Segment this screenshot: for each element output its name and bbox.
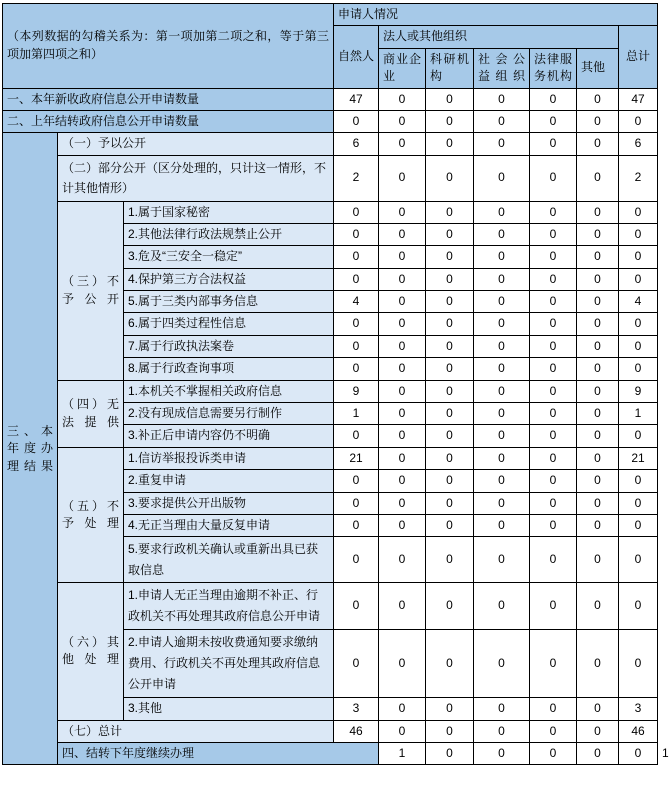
- cell-r2-c5: 0: [577, 110, 619, 132]
- row-label-r10: 6.属于四类过程性信息: [124, 313, 334, 335]
- cell-r11-c3: 0: [474, 335, 530, 357]
- cell-r1-c4: 0: [530, 88, 577, 110]
- header-natural-person: 自然人: [334, 26, 379, 88]
- cell-r7-c6: 0: [619, 246, 658, 268]
- cell-r16-c3: 0: [474, 447, 530, 469]
- cell-r1-c1: 0: [379, 88, 426, 110]
- table-row: [3, 155, 658, 201]
- cell-r9-c2: 0: [426, 291, 474, 313]
- cell-r12-c6: 0: [619, 358, 658, 380]
- row-label-r21: 1.申请人无正当理由逾期不补正、行政机关不再处理其政府信息公开申请: [124, 583, 334, 630]
- row-label-r5: 1.属于国家秘密: [124, 201, 334, 223]
- cell-r23-c0: 3: [334, 698, 379, 720]
- row-label-r20: 5.要求行政机关确认或重新出具已获取信息: [124, 537, 334, 583]
- cell-r1-c3: 0: [474, 88, 530, 110]
- cell-r18-c5: 0: [577, 492, 619, 514]
- cell-r15-c1: 0: [379, 425, 426, 447]
- cell-r16-c0: 21: [334, 447, 379, 469]
- row-label-r14: 2.没有现成信息需要另行制作: [124, 403, 334, 425]
- group-label-unable-to-provide: （四）无法提供: [58, 380, 124, 447]
- cell-r8-c2: 0: [426, 268, 474, 290]
- cell-r18-c3: 0: [474, 492, 530, 514]
- cell-r5-c2: 0: [426, 201, 474, 223]
- cell-r24-c0: 46: [334, 720, 379, 742]
- cell-r15-c2: 0: [426, 425, 474, 447]
- cell-r24-c5: 0: [577, 720, 619, 742]
- cell-r19-c1: 0: [379, 514, 426, 536]
- header-legal-or-other-org: 法人或其他组织: [379, 26, 619, 48]
- cell-r22-c1: 0: [379, 630, 426, 698]
- cell-r10-c2: 0: [426, 313, 474, 335]
- cell-r7-c0: 0: [334, 246, 379, 268]
- row-label-r11: 7.属于行政执法案卷: [124, 335, 334, 357]
- row-label-r17: 2.重复申请: [124, 470, 334, 492]
- cell-r11-c6: 0: [619, 335, 658, 357]
- cell-r11-c4: 0: [530, 335, 577, 357]
- cell-r11-c2: 0: [426, 335, 474, 357]
- cell-r5-c4: 0: [530, 201, 577, 223]
- cell-r2-c1: 0: [379, 110, 426, 132]
- cell-r16-c5: 0: [577, 447, 619, 469]
- cell-r23-c4: 0: [530, 698, 577, 720]
- cell-r21-c0: 0: [334, 583, 379, 630]
- cell-r21-c2: 0: [426, 583, 474, 630]
- table-row: [3, 380, 658, 402]
- cell-r1-c2: 0: [426, 88, 474, 110]
- cell-r22-c0: 0: [334, 630, 379, 698]
- cell-r6-c1: 0: [379, 223, 426, 245]
- reconciliation-note: （本列数据的勾稽关系为：第一项加第二项之和，等于第三项加第四项之和）: [3, 4, 334, 89]
- row-label-r1: 一、本年新收政府信息公开申请数量: [3, 88, 334, 110]
- cell-r24-c3: 0: [474, 720, 530, 742]
- cell-r19-c3: 0: [474, 514, 530, 536]
- row-label-r24: （七）总计: [58, 720, 334, 742]
- cell-r12-c4: 0: [530, 358, 577, 380]
- cell-r10-c3: 0: [474, 313, 530, 335]
- cell-r23-c2: 0: [426, 698, 474, 720]
- cell-r20-c2: 0: [426, 537, 474, 583]
- cell-r24-c6: 46: [619, 720, 658, 742]
- cell-r3-c0: 6: [334, 133, 379, 155]
- cell-r14-c1: 0: [379, 403, 426, 425]
- cell-r17-c1: 0: [379, 470, 426, 492]
- cell-r19-c5: 0: [577, 514, 619, 536]
- cell-r23-c3: 0: [474, 698, 530, 720]
- row-label-r12: 8.属于行政查询事项: [124, 358, 334, 380]
- header-applicant-group: 申请人情况: [334, 4, 658, 26]
- table-row: [3, 583, 658, 630]
- cell-r24-c4: 0: [530, 720, 577, 742]
- cell-r7-c2: 0: [426, 246, 474, 268]
- row-label-r25: 四、结转下年度继续办理: [58, 742, 379, 764]
- cell-r1-c0: 47: [334, 88, 379, 110]
- cell-r19-c6: 0: [619, 514, 658, 536]
- cell-r22-c5: 0: [577, 630, 619, 698]
- header-other: 其他: [577, 48, 619, 88]
- cell-r15-c3: 0: [474, 425, 530, 447]
- cell-r18-c2: 0: [426, 492, 474, 514]
- header-row-1: [3, 4, 658, 26]
- cell-r22-c2: 0: [426, 630, 474, 698]
- table-row: 四、结转下年度继续办理 1 0 0 0 0 0 1: [3, 742, 658, 764]
- table-row: [3, 720, 658, 742]
- cell-r14-c5: 0: [577, 403, 619, 425]
- cell-r14-c4: 0: [530, 403, 577, 425]
- cell-r25-c4: 0: [577, 742, 619, 764]
- cell-r3-c3: 0: [474, 133, 530, 155]
- cell-r17-c2: 0: [426, 470, 474, 492]
- cell-r17-c4: 0: [530, 470, 577, 492]
- cell-r4-c2: 0: [426, 155, 474, 201]
- cell-r8-c1: 0: [379, 268, 426, 290]
- cell-r18-c4: 0: [530, 492, 577, 514]
- cell-r12-c5: 0: [577, 358, 619, 380]
- cell-r8-c6: 0: [619, 268, 658, 290]
- header-legal-service-institution: 法律服务机构: [530, 48, 577, 88]
- cell-r21-c6: 0: [619, 583, 658, 630]
- table-row: [3, 110, 658, 132]
- cell-r24-c1: 0: [379, 720, 426, 742]
- cell-r5-c5: 0: [577, 201, 619, 223]
- cell-r23-c5: 0: [577, 698, 619, 720]
- cell-r5-c3: 0: [474, 201, 530, 223]
- cell-r12-c3: 0: [474, 358, 530, 380]
- row-label-r6: 2.其他法律行政法规禁止公开: [124, 223, 334, 245]
- cell-r8-c4: 0: [530, 268, 577, 290]
- cell-r4-c3: 0: [474, 155, 530, 201]
- cell-r16-c2: 0: [426, 447, 474, 469]
- row-label-r23: 3.其他: [124, 698, 334, 720]
- cell-r21-c5: 0: [577, 583, 619, 630]
- cell-r12-c1: 0: [379, 358, 426, 380]
- cell-r8-c3: 0: [474, 268, 530, 290]
- cell-r3-c2: 0: [426, 133, 474, 155]
- header-commercial-enterprise: 商业企业: [379, 48, 426, 88]
- row-label-r15: 3.补正后申请内容仍不明确: [124, 425, 334, 447]
- cell-r6-c2: 0: [426, 223, 474, 245]
- cell-r8-c0: 0: [334, 268, 379, 290]
- row-label-r4: （二）部分公开（区分处理的，只计这一情形，不计其他情形）: [58, 155, 334, 201]
- cell-r22-c3: 0: [474, 630, 530, 698]
- cell-r13-c3: 0: [474, 380, 530, 402]
- cell-r25-c2: 0: [474, 742, 530, 764]
- cell-r3-c4: 0: [530, 133, 577, 155]
- cell-r9-c5: 0: [577, 291, 619, 313]
- cell-r5-c0: 0: [334, 201, 379, 223]
- table-row: [3, 88, 658, 110]
- row-label-r2: 二、上年结转政府信息公开申请数量: [3, 110, 334, 132]
- cell-r7-c1: 0: [379, 246, 426, 268]
- cell-r17-c5: 0: [577, 470, 619, 492]
- cell-r10-c1: 0: [379, 313, 426, 335]
- cell-r4-c0: 2: [334, 155, 379, 201]
- cell-r11-c0: 0: [334, 335, 379, 357]
- cell-r5-c1: 0: [379, 201, 426, 223]
- cell-r13-c5: 0: [577, 380, 619, 402]
- cell-r6-c5: 0: [577, 223, 619, 245]
- cell-r17-c0: 0: [334, 470, 379, 492]
- cell-r12-c0: 0: [334, 358, 379, 380]
- cell-r7-c5: 0: [577, 246, 619, 268]
- cell-r9-c0: 4: [334, 291, 379, 313]
- cell-r10-c4: 0: [530, 313, 577, 335]
- group-label-not-disclosed: （三）不予公开: [58, 201, 124, 380]
- cell-r18-c1: 0: [379, 492, 426, 514]
- cell-r16-c4: 0: [530, 447, 577, 469]
- group-label-other-handling: （六）其他处理: [58, 583, 124, 720]
- cell-r20-c4: 0: [530, 537, 577, 583]
- table-row: [3, 133, 658, 155]
- row-label-r13: 1.本机关不掌握相关政府信息: [124, 380, 334, 402]
- cell-r4-c1: 0: [379, 155, 426, 201]
- cell-r14-c2: 0: [426, 403, 474, 425]
- cell-r4-c5: 0: [577, 155, 619, 201]
- cell-r21-c3: 0: [474, 583, 530, 630]
- cell-r6-c0: 0: [334, 223, 379, 245]
- row-label-r7: 3.危及“三安全一稳定”: [124, 246, 334, 268]
- cell-r15-c0: 0: [334, 425, 379, 447]
- cell-r13-c0: 9: [334, 380, 379, 402]
- cell-r7-c3: 0: [474, 246, 530, 268]
- cell-r20-c5: 0: [577, 537, 619, 583]
- cell-r20-c6: 0: [619, 537, 658, 583]
- cell-r2-c2: 0: [426, 110, 474, 132]
- cell-r21-c1: 0: [379, 583, 426, 630]
- cell-r1-c5: 0: [577, 88, 619, 110]
- row-label-r18: 3.要求提供公开出版物: [124, 492, 334, 514]
- header-research-institution: 科研机构: [426, 48, 474, 88]
- cell-r13-c2: 0: [426, 380, 474, 402]
- cell-r19-c4: 0: [530, 514, 577, 536]
- cell-r24-c2: 0: [426, 720, 474, 742]
- cell-r1-c6: 47: [619, 88, 658, 110]
- cell-r16-c6: 21: [619, 447, 658, 469]
- cell-r3-c6: 6: [619, 133, 658, 155]
- cell-r13-c1: 0: [379, 380, 426, 402]
- row-label-r22: 2.申请人逾期未按收费通知要求缴纳费用、行政机关不再处理其政府信息公开申请: [124, 630, 334, 698]
- cell-r19-c0: 0: [334, 514, 379, 536]
- cell-r14-c3: 0: [474, 403, 530, 425]
- cell-r21-c4: 0: [530, 583, 577, 630]
- cell-r9-c3: 0: [474, 291, 530, 313]
- cell-r22-c6: 0: [619, 630, 658, 698]
- cell-r4-c6: 2: [619, 155, 658, 201]
- cell-r3-c5: 0: [577, 133, 619, 155]
- cell-r9-c1: 0: [379, 291, 426, 313]
- cell-r4-c4: 0: [530, 155, 577, 201]
- row-label-r3: （一）予以公开: [58, 133, 334, 155]
- cell-r22-c4: 0: [530, 630, 577, 698]
- cell-r17-c3: 0: [474, 470, 530, 492]
- cell-r17-c6: 0: [619, 470, 658, 492]
- cell-r2-c0: 0: [334, 110, 379, 132]
- cell-r12-c2: 0: [426, 358, 474, 380]
- government-info-disclosure-table: [2, 3, 669, 765]
- cell-r15-c5: 0: [577, 425, 619, 447]
- cell-r8-c5: 0: [577, 268, 619, 290]
- cell-r11-c1: 0: [379, 335, 426, 357]
- cell-r25-c3: 0: [530, 742, 577, 764]
- header-social-public-welfare-org: 社会公益组织: [474, 48, 530, 88]
- cell-r15-c4: 0: [530, 425, 577, 447]
- row-label-r8: 4.保护第三方合法权益: [124, 268, 334, 290]
- cell-r25-c1: 0: [426, 742, 474, 764]
- table-row: [3, 447, 658, 469]
- cell-r23-c1: 0: [379, 698, 426, 720]
- cell-r14-c6: 1: [619, 403, 658, 425]
- cell-r2-c3: 0: [474, 110, 530, 132]
- cell-r2-c4: 0: [530, 110, 577, 132]
- cell-r25-c5: 0: [619, 742, 658, 764]
- row-label-r16: 1.信访举报投诉类申请: [124, 447, 334, 469]
- cell-r18-c0: 0: [334, 492, 379, 514]
- group-label-annual-handling-result: 三、本年度办理结果: [3, 133, 58, 765]
- row-label-r19: 4.无正当理由大量反复申请: [124, 514, 334, 536]
- cell-r14-c0: 1: [334, 403, 379, 425]
- table-row: [3, 201, 658, 223]
- cell-r2-c6: 0: [619, 110, 658, 132]
- cell-r13-c6: 9: [619, 380, 658, 402]
- cell-r25-c0: 1: [379, 742, 426, 764]
- cell-r9-c6: 4: [619, 291, 658, 313]
- group-label-not-processed: （五）不予处理: [58, 447, 124, 582]
- cell-r10-c5: 0: [577, 313, 619, 335]
- row-label-r9: 5.属于三类内部事务信息: [124, 291, 334, 313]
- cell-r18-c6: 0: [619, 492, 658, 514]
- cell-r7-c4: 0: [530, 246, 577, 268]
- cell-r10-c0: 0: [334, 313, 379, 335]
- cell-r13-c4: 0: [530, 380, 577, 402]
- cell-r11-c5: 0: [577, 335, 619, 357]
- cell-r9-c4: 0: [530, 291, 577, 313]
- cell-r5-c6: 0: [619, 201, 658, 223]
- cell-r6-c3: 0: [474, 223, 530, 245]
- cell-r19-c2: 0: [426, 514, 474, 536]
- cell-r15-c6: 0: [619, 425, 658, 447]
- cell-r20-c0: 0: [334, 537, 379, 583]
- cell-r6-c6: 0: [619, 223, 658, 245]
- cell-r23-c6: 3: [619, 698, 658, 720]
- cell-r3-c1: 0: [379, 133, 426, 155]
- cell-r20-c1: 0: [379, 537, 426, 583]
- cell-r10-c6: 0: [619, 313, 658, 335]
- header-total: 总计: [619, 26, 658, 88]
- cell-r16-c1: 0: [379, 447, 426, 469]
- cell-r20-c3: 0: [474, 537, 530, 583]
- cell-r6-c4: 0: [530, 223, 577, 245]
